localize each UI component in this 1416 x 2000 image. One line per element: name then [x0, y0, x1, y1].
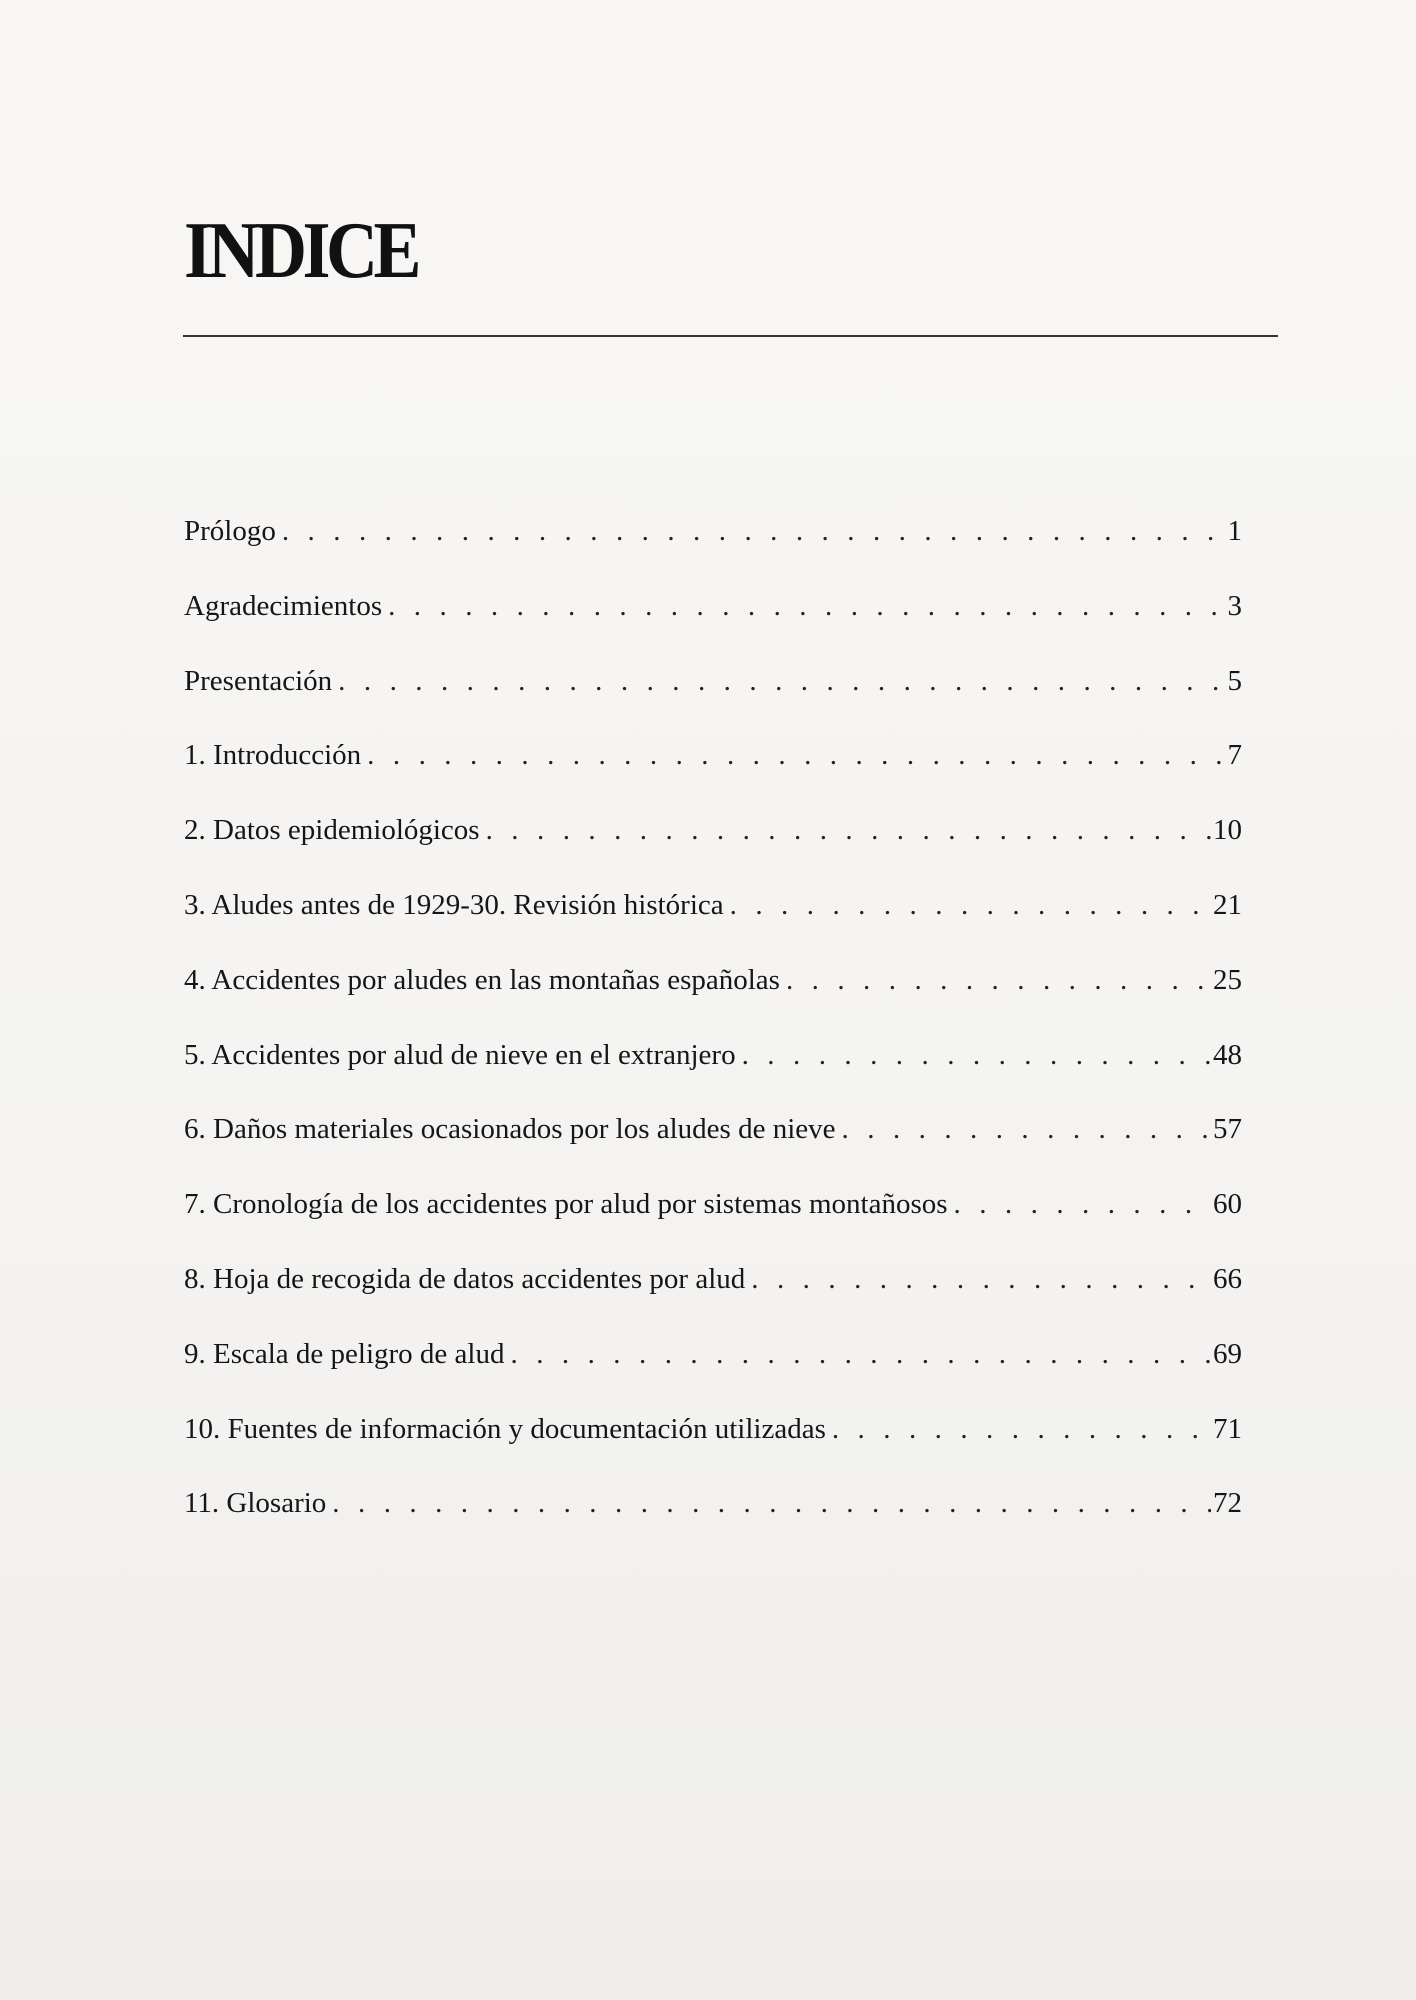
toc-entry-introduccion — [184, 726, 1242, 801]
toc-entry-presentacion — [184, 652, 1242, 727]
toc-entry-title: 4. Accidentes por aludes en las montañas españolas — [184, 963, 780, 996]
toc-entry-title: 9. Escala de peligro de alud — [184, 1337, 505, 1370]
toc-entry-hoja-recogida — [184, 1250, 1242, 1325]
toc-entry-page: 72 — [1213, 1487, 1242, 1520]
toc-dot-leader — [742, 1026, 1211, 1084]
toc-entry-page: 48 — [1213, 1038, 1242, 1071]
toc-dot-leader — [486, 801, 1211, 859]
toc-entry-page: 5 — [1227, 664, 1242, 697]
toc-entry-title: Agradecimientos — [184, 589, 383, 622]
toc-entry-page: 60 — [1213, 1188, 1242, 1221]
toc-dot-leader — [842, 1100, 1211, 1158]
toc-entry-title: 8. Hoja de recogida de datos accidentes por alud — [184, 1262, 746, 1295]
toc-entry-escala-peligro — [184, 1325, 1242, 1400]
toc-entry-title: 2. Datos epidemiológicos — [184, 814, 480, 847]
toc-entry-page: 21 — [1213, 888, 1242, 921]
toc-dot-leader — [832, 1400, 1211, 1458]
toc-entry-title: 1. Introducción — [184, 739, 362, 772]
toc-entry-cronologia — [184, 1175, 1242, 1250]
toc-entry-extranjero — [184, 1026, 1242, 1101]
title-divider — [183, 335, 1278, 337]
toc-entry-page: 71 — [1213, 1412, 1242, 1445]
toc-dot-leader — [730, 876, 1211, 934]
toc-dot-leader — [282, 502, 1224, 560]
toc-entry-page: 10 — [1213, 814, 1242, 847]
toc-dot-leader — [786, 951, 1211, 1009]
toc-entry-page: 69 — [1213, 1337, 1242, 1370]
toc-dot-leader — [751, 1250, 1211, 1308]
toc-dot-leader — [332, 1474, 1211, 1532]
toc-entry-prologo — [184, 502, 1242, 577]
toc-entry-revision-historica — [184, 876, 1242, 951]
table-of-contents — [184, 502, 1242, 1549]
toc-dot-leader — [511, 1325, 1212, 1383]
page-title: INDICE — [184, 207, 418, 295]
toc-entry-datos-epidemiologicos — [184, 801, 1242, 876]
toc-entry-page: 25 — [1213, 963, 1242, 996]
toc-entry-glosario — [184, 1474, 1242, 1549]
toc-dot-leader — [338, 652, 1224, 710]
toc-entry-page: 57 — [1213, 1113, 1242, 1146]
toc-entry-montanas-espanolas — [184, 951, 1242, 1026]
toc-entry-title: 10. Fuentes de información y documentación utilizadas — [184, 1412, 826, 1445]
toc-entry-title: Prólogo — [184, 515, 276, 547]
toc-entry-title: Presentación — [184, 664, 333, 697]
toc-entry-title: 3. Aludes antes de 1929-30. Revisión histórica — [184, 888, 724, 921]
toc-entry-title: 6. Daños materiales ocasionados por los aludes de nieve — [184, 1113, 836, 1146]
toc-entry-page: 1 — [1227, 515, 1242, 547]
toc-dot-leader — [388, 577, 1224, 635]
toc-entry-page: 66 — [1213, 1262, 1242, 1295]
toc-dot-leader — [954, 1175, 1211, 1233]
toc-entry-agradecimientos — [184, 577, 1242, 652]
toc-entry-title: 5. Accidentes por alud de nieve en el extranjero — [184, 1038, 736, 1071]
toc-entry-danos-materiales — [184, 1100, 1242, 1175]
toc-entry-title: 7. Cronología de los accidentes por alud por sistemas montañosos — [184, 1188, 948, 1221]
toc-entry-title: 11. Glosario — [184, 1487, 327, 1520]
toc-dot-leader — [367, 726, 1224, 784]
toc-entry-page: 7 — [1227, 739, 1242, 772]
toc-entry-fuentes — [184, 1400, 1242, 1475]
toc-entry-page: 3 — [1227, 589, 1242, 622]
